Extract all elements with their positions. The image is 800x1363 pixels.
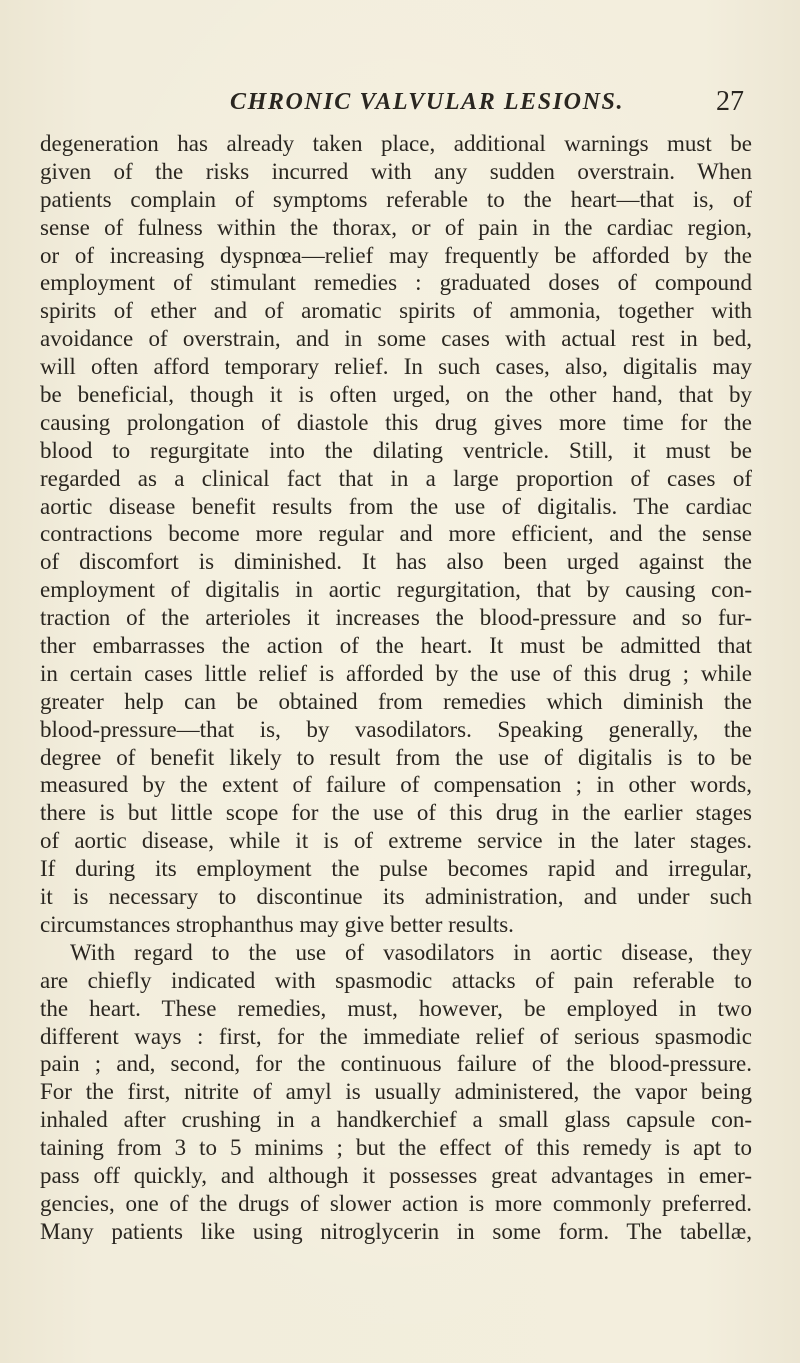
body-text — [40, 130, 752, 1246]
paragraph-end-line: circumstances strophanthus may give better results. — [40, 911, 514, 937]
text-line: are chiefly indicated with spasmodic attacks of pain referable to — [40, 967, 752, 993]
text-line: it is necessary to discontinue its administration, and under such — [40, 884, 752, 910]
text-line: will often afford temporary relief. In such cases, also, digitalis may — [40, 354, 752, 380]
text-line: in certain cases little relief is afforded by the use of this drug ; while — [40, 660, 752, 686]
text-line: blood-pressure—that is, by vasodilators. Speaking generally, the — [40, 716, 752, 742]
text-line: avoidance of overstrain, and in some cases with actual rest in bed, — [40, 326, 752, 352]
running-head: CHRONIC VALVULAR LESIONS. — [230, 89, 625, 115]
text-line: spirits of ether and of aromatic spirits of ammonia, together with — [40, 298, 752, 324]
page-number: 27 — [716, 86, 744, 117]
text-line: degree of benefit likely to result from the use of digitalis is to be — [40, 744, 752, 770]
text-line: or of increasing dyspnœa—relief may frequently be afforded by the — [40, 242, 752, 268]
text-line: taining from 3 to 5 minims ; but the effect of this remedy is apt to — [40, 1135, 752, 1161]
text-line: aortic disease benefit results from the use of digitalis. The cardiac — [40, 493, 752, 519]
text-line: ther embarrasses the action of the heart. It must be admitted that — [40, 633, 752, 659]
text-line: the heart. These remedies, must, however, be employed in two — [40, 995, 752, 1021]
text-line: degeneration has already taken place, additional warnings must be — [40, 131, 752, 156]
text-line: regarded as a clinical fact that in a large proportion of cases of — [40, 465, 752, 491]
text-line: be beneficial, though it is often urged, on the other hand, that by — [40, 382, 752, 408]
text-line: traction of the arterioles it increases the blood-pressure and so fur- — [40, 605, 752, 631]
text-line: given of the risks incurred with any sudden overstrain. When — [40, 158, 752, 184]
text-line: sense of fulness within the thorax, or of pain in the cardiac region, — [40, 214, 752, 240]
text-line: causing prolongation of diastole this drug gives more time for the — [40, 409, 752, 435]
text-line: of discomfort is diminished. It has also been urged against the — [40, 549, 752, 575]
text-line: there is but little scope for the use of this drug in the earlier stages — [40, 800, 752, 826]
text-line: For the first, nitrite of amyl is usually administered, the vapor being — [40, 1079, 752, 1105]
text-line: pain ; and, second, for the continuous failure of the blood-pressure. — [40, 1051, 752, 1077]
text-line: blood to regurgitate into the dilating ventricle. Still, it must be — [40, 437, 752, 463]
text-line: of aortic disease, while it is of extreme service in the later stages. — [40, 828, 752, 854]
text-line: greater help can be obtained from remedies which diminish the — [40, 688, 752, 714]
text-line: employment of stimulant remedies : graduated doses of compound — [40, 270, 752, 296]
text-line: different ways : first, for the immediate relief of serious spasmodic — [40, 1023, 752, 1049]
text-line: employment of digitalis in aortic regurgitation, that by causing con- — [40, 577, 752, 603]
text-line: pass off quickly, and although it possesses great advantages in emer- — [40, 1162, 752, 1188]
text-line: If during its employment the pulse becomes rapid and irregular, — [40, 856, 752, 882]
text-line: inhaled after crushing in a handkerchief a small glass capsule con- — [40, 1107, 752, 1133]
text-line: gencies, one of the drugs of slower action is more commonly preferred. — [40, 1190, 752, 1216]
paragraph-start-line: With regard to the use of vasodilators in aortic disease, they — [70, 939, 752, 965]
text-line: Many patients like using nitroglycerin in some form. The tabellæ, — [40, 1218, 752, 1244]
text-line: patients complain of symptoms referable to the heart—that is, of — [40, 186, 752, 212]
text-line: contractions become more regular and more efficient, and the sense — [40, 521, 752, 547]
text-line: measured by the extent of failure of compensation ; in other words, — [40, 772, 752, 798]
page-header — [40, 84, 744, 120]
